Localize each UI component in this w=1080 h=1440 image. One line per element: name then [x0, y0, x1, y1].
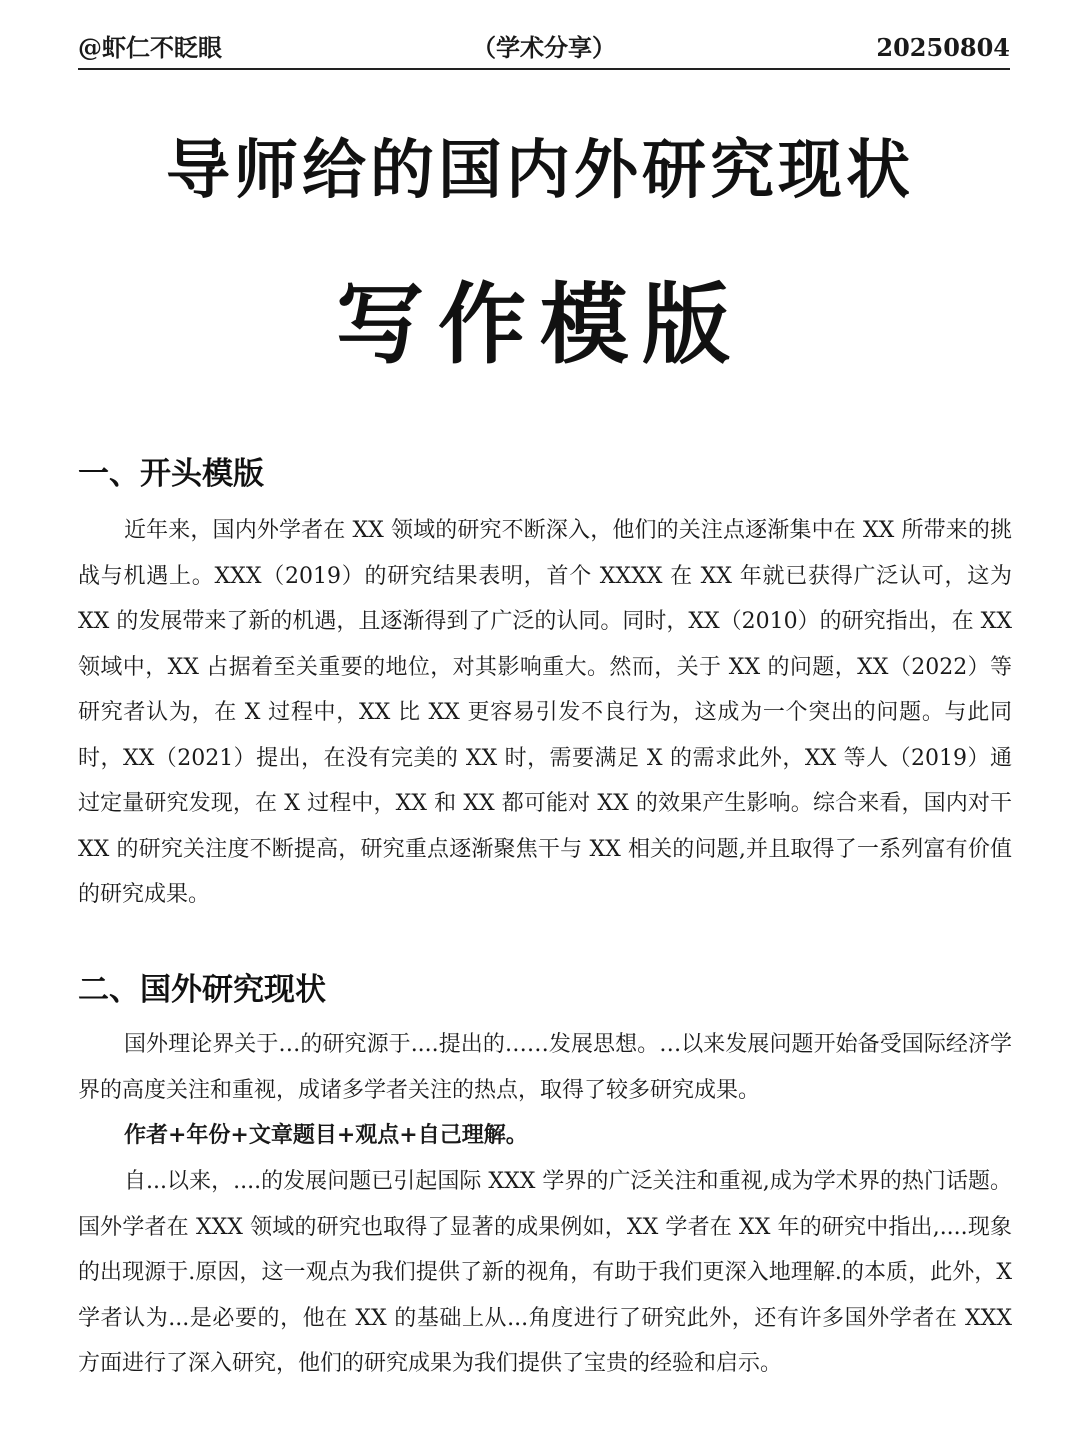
citation-formula: 作者+年份+文章题目+观点+自己理解。 [124, 1122, 528, 1148]
author-handle: @虾仁不眨眼 [78, 33, 222, 62]
opening-template-paragraph: 近年来，国内外学者在 XX 领域的研究不断深入，他们的关注点逐渐集中在 XX 所带来的挑战与机遇上。XXX（2019）的研究结果表明，首个 XXXX 在 XX 年就已获得广泛认可，这为 XX 的发展带来了新的机遇，且逐渐得到了广泛的认同。同时，XX（2010）的研究指出，在 XX 领域中，XX 占据着至关重要的地位，对其影响重大。然而，关于 XX 的问题，XX（2022）等研究者认为，在 X 过程中，XX 比 XX 更容易引发不良行为，这成为一个突出的问题。与此同时，XX（2021）提出，在没有完美的 XX 时，需要满足 X 的需求此外，XX 等人（2019）通过定量研究发现，在 X 过程中，XX 和 XX 都可能对 XX 的效果产生影响。综合来看，国内对干 XX 的研究关注度不断提高，研究重点逐渐聚焦干与 XX 相关的问题,并且取得了一系列富有价值的研究成果。 [78, 518, 1012, 907]
foreign-research-example-paragraph: 自...以来，....的发展问题已引起国际 XXX 学界的广泛关注和重视,成为学术界的热门话题。国外学者在 XXX 领域的研究也取得了显著的成果例如，XX 学者在 XX 年的研究中指出,....现象的出现源于.原因，这一观点为我们提供了新的视角，有助于我们更深入地理解.的本质，此外，X 学者认为...是必要的，他在 XX 的基础上从...角度进行了研究此外，还有许多国外学者在 XXX 方面进行了深入研究，他们的研究成果为我们提供了宝贵的经验和启示。 [78, 1169, 1012, 1376]
date-label: 20250804 [876, 33, 1010, 62]
main-title: 导师给的国内外研究现状 [166, 134, 914, 208]
main-subtitle: 写作模版 [335, 273, 744, 376]
foreign-research-intro-paragraph: 国外理论界关于…的研究源于....提出的……发展思想。…以来发展问题开始备受国际经济学界的高度关注和重视，成诸多学者关注的热点，取得了较多研究成果。 [78, 1032, 1012, 1103]
page-header [78, 28, 1010, 70]
section-heading-foreign-research: 二、国外研究现状 [78, 972, 326, 1008]
section-heading-opening-template: 一、开头模版 [78, 456, 264, 492]
category-label: （学术分享） [472, 33, 616, 62]
